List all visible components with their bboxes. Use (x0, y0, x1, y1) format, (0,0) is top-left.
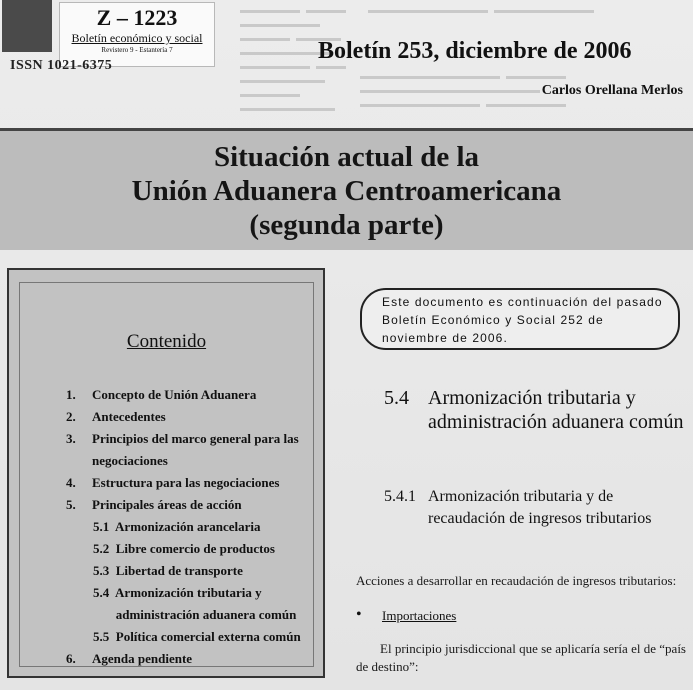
title-line-3: (segunda parte) (249, 209, 444, 241)
toc-item: 4. Estructura para las negociaciones (66, 475, 280, 490)
label-name: Boletín económico y social (71, 31, 203, 45)
toc-item: 2. Antecedentes (66, 409, 166, 424)
bullet-icon: • (356, 606, 362, 623)
bulletin-number: Boletín 253, diciembre de 2006 (318, 38, 632, 64)
toc-item: 6. Agenda pendiente (66, 651, 193, 666)
toc-subitem: 5.3 Libertad de transporte (93, 563, 243, 578)
issn: ISSN 1021-6375 (10, 58, 113, 73)
actions-paragraph: Acciones a desarrollar en recaudación de ingresos tributarios: (356, 573, 677, 588)
toc-subitem: administración aduanera común (93, 607, 297, 622)
bleed-through-text-right2 (360, 70, 610, 130)
continuation-note: Este documento es continuación del pasado Boletín Económico y Social 252 de noviembre de 2006. (360, 288, 680, 350)
label-code: Z – 1223 (96, 5, 178, 30)
toc-item: 5. Principales áreas de acción (66, 497, 242, 512)
toc-subitem: 5.1 Armonización arancelaria (93, 519, 261, 534)
binding-strip (2, 0, 52, 52)
toc-subitem: 5.2 Libre comercio de productos (93, 541, 275, 556)
toc-subitem: 5.5 Política comercial externa común (93, 629, 301, 644)
toc-item: 3. Principios del marco general para las (66, 431, 299, 446)
contents-heading: Contenido (126, 331, 207, 352)
title-line-2: Unión Aduanera Centroamericana (131, 175, 562, 207)
principle-paragraph: El principio jurisdiccional que se aplicaría sería el de “país de destino”: (356, 641, 686, 674)
title-line-1: Situación actual de la (213, 141, 480, 173)
bleed-through-text-right (368, 4, 688, 34)
label-shelf: Revistero 9 - Estantería 7 (101, 46, 173, 54)
contents-box (7, 268, 325, 678)
contents-list (20, 384, 313, 670)
document-title (0, 140, 693, 242)
author: Carlos Orellana Merlos (541, 83, 683, 98)
toc-item: 1. Concepto de Unión Aduanera (66, 387, 257, 402)
contents-inner-frame (19, 282, 314, 667)
toc-item: negociaciones (92, 453, 168, 468)
toc-subitem: 5.4 Armonización tributaria y (93, 585, 262, 600)
document-page: Z – 1223 Boletín económico y social Revistero 9 - Estantería 7 ISSN 1021-6375 Boletín 253, diciembre de 2006 Carlos Orellana Merlos Situación actual de la Unión Aduanera Centroamericana (segunda parte) Contenido 1. Concepto de Unión Aduanera 2. Antecedentes 3. Principios del marco general para las negociaciones 4. Estructura para las negociaciones 5. Principales áreas de acción 5.1 Armonización arancelaria 5.2 Libre comercio de productos 5.3 Libertad de transporte 5.4 Armonización tributaria y administración aduanera común 5.5 Política comercial externa común 6. Agenda pendiente Este documento es continuación del pasado Boletín Económico y Social 252 de noviembre de 2006. 5.4 Armonización tributaria y administración aduanera común 5.4.1 Armonización tributaria y de recaudación de ingresos tributarios Acciones a desarrollar en recaudación de ingresos tributarios: • Importaciones El principio jurisdiccional que se aplicaría sería el de “país de destino”: (0, 0, 693, 690)
